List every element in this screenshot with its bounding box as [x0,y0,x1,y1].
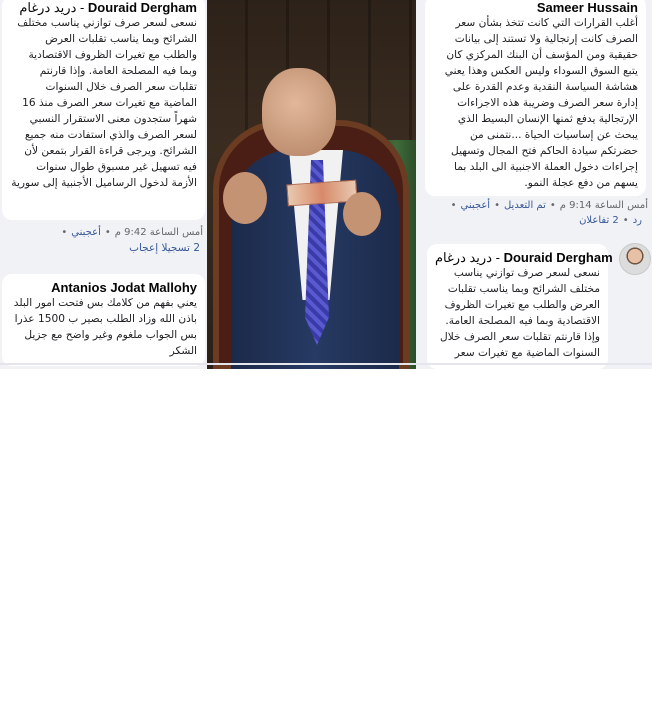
comment-text: يعني بفهم من كلامك بس فتحت امور البلد باذن الله وزاد الطلب بصير ب 1500 عذرا بس الجواب ملغوم وغير واضح مع جزيل الشكر [13,297,197,357]
comment-time[interactable]: أمس الساعة 9:42 م [114,227,203,238]
separator-dot: • [61,227,68,238]
comment-time[interactable]: أمس الساعة 9:14 م [559,200,648,211]
like-link[interactable]: أعجبني [71,227,101,238]
comment-author[interactable] [10,0,197,15]
comment-meta [57,227,203,238]
comment-author[interactable]: Sameer Hussain [536,0,638,15]
reaction-count[interactable]: 2 تفاعلان [579,215,619,226]
comment-actions [579,215,642,226]
comment-bubble-sameer [425,0,646,196]
comment-meta [447,200,648,211]
left-hand-shape [223,172,267,224]
author-latin-name: Douraid Dergham [503,250,613,265]
separator-dot: • [549,200,556,211]
comment-text: أغلب القرارات التي كانت تتخذ بشأن سعر الصرف كانت إرتجالية ولا تستند إلى بيانات حقيقية ومن المؤسف أن البنك المركزي كان يتبع السوق السوداء وليس العكس وهذا يعني هشاشة السياسة النقدية وعدم القدرة على إدارة سعر الصرف وضريبة هذه الاجراءات الإرتجالية يدفع ثمنها الإنسان البسيط الذي يبحث عن إساسيات الحياة ...نتمنى من حضرتكم سيادة الحاكم فتح المجال وتسهيل إجراءات دخول العملة الاجنبية الى البلد بما يسهم من دفع عجلة النمو. [444,17,638,189]
comment-bubble-antanios [2,274,205,366]
comment-bubble-douraid-right [427,244,613,369]
separator-dot: • [450,200,457,211]
reply-link[interactable]: رد [632,215,642,226]
separator-dot: • [622,215,629,226]
separator-dot: • [104,227,111,238]
comment-author[interactable]: Antanios Jodat Mallohy [51,280,197,295]
author-arabic-name: دريد درغام - [435,250,504,265]
head-shape [262,68,336,156]
author-arabic-name: دريد درغام - [19,0,88,15]
author-latin-name: Douraid Dergham [87,0,197,15]
edited-link[interactable]: تم التعديل [503,200,546,211]
like-link[interactable]: أعجبني [460,200,491,211]
right-hand-shape [343,192,381,236]
comment-text: نسعى لسعر صرف توازني يناسب مختلف الشرائح وبما يناسب تقلبات العرض والطلب مع تغيرات الظروف الاقتصادية وبما فيه المصلحة العامة. وإذا قارنتم تقلبات سعر الصرف خلال السنوات الماضية مع تغيرات سعر [440,267,600,359]
governor-photo [207,0,416,369]
comment-author[interactable] [435,250,613,265]
avatar[interactable] [619,243,651,275]
comment-bubble-douraid-left [2,0,205,220]
separator-dot: • [494,200,500,211]
reaction-count[interactable]: 2 تسجيلا إعجاب [129,242,200,254]
divider [0,363,652,365]
comment-text: نسعى لسعر صرف توازني يناسب مختلف الشرائح وبما يناسب تقلبات العرض والطلب مع تغيرات الظروف الاقتصادية وبما فيه المصلحة العامة. وإذا قارنتم تقلبات سعر الصرف خلال السنوات الماضية مع تغيرات سعر الصرف منذ 16 شهراً ستجدون معنى الاستقرار النسبي لسعر الصرف والذي استفادت منه جميع الشرائح. ويرجى قراءة القرار بتمعن لأن فيه تسهيل غير مسبوق طوال سنوات الأزمة لدخول الرساميل الأجنبية إلى سورية [11,17,197,189]
